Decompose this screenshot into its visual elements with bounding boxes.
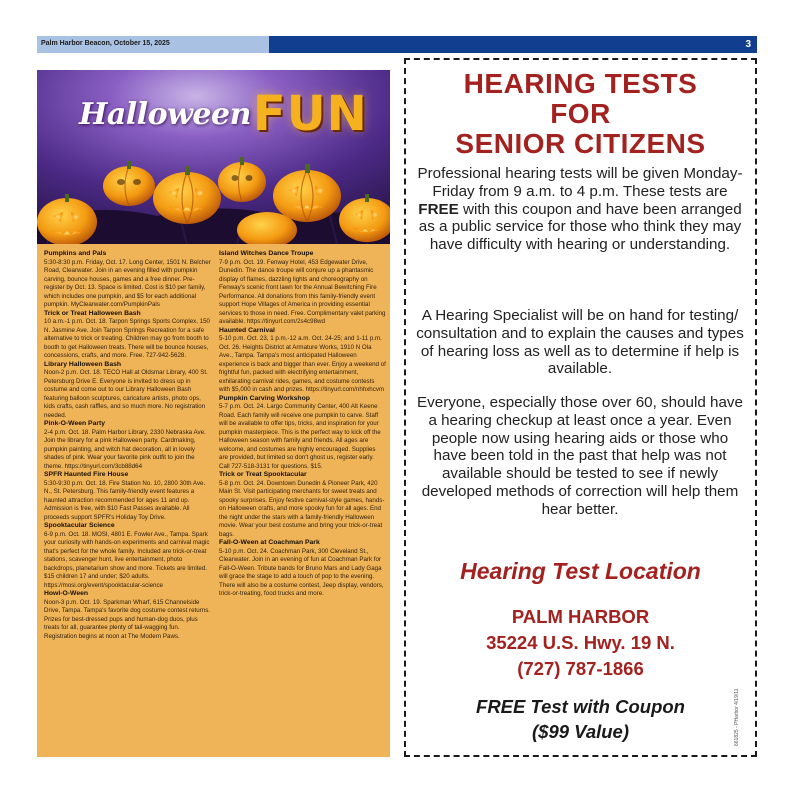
event-title: Library Halloween Bash [44, 360, 122, 368]
ad-code-text: 661825 - PHarbor 4/19/11 [734, 688, 740, 746]
halloween-script-word: Halloween [79, 96, 251, 132]
coupon-paragraph-1 [416, 165, 744, 254]
event-body: 10 a.m.-1 p.m. Oct. 18. Tarpon Springs Sports Complex, 150 N. Jasmine Ave. Join Tarpon Springs Recreation for a safe alternative to trick or treating. Children may go from booth to booth to get Halloween treats. There will be bounce houses, concessions, crafts, and more. Free. 727-942-5628. [44, 318, 210, 359]
event-body: 5-8 p.m. Oct. 24. Downtown Dunedin & Pioneer Park, 420 Main St. Visit participating merchants for sweet treats and spooky surprises. Enjoy festive carnival-style games, hands-on Halloween crafts, and more spooky fun for all ages. End the night under the stars with a family-friendly Halloween movie. Wear your best costume and bring your trick-or-treat bags. [219, 479, 385, 538]
event-body: 5-10 p.m. Oct. 23, 1 p.m.-12 a.m. Oct. 24-25; and 1-11 p.m. Oct. 26. Heights District at Armature Works, 1910 N Ola Ave., Tampa. Tampa's most anticipated Halloween experience is back and bigger than ever. Enjoy a weekend of frightful fun, packed with electrifying entertainment, exhilarating carnival rides, games, and costume contests with $5,000 in cash and prizes. https://tinyurl.com/nhhxhcvm [219, 335, 386, 393]
halloween-events-column [37, 70, 390, 757]
paragraph-text: Professional hearing tests will be given Monday-Friday from 9 a.m. to 4 p.m. These tests are [417, 165, 743, 200]
events-listing [44, 250, 387, 755]
event-title: Fall-O-Ween at Coachman Park [219, 539, 320, 546]
page-header [37, 36, 757, 53]
events-column-2 [219, 250, 386, 755]
events-column-1 [44, 250, 211, 755]
halloween-fun-title [79, 86, 368, 142]
coupon-paragraph-2: A Hearing Specialist will be on hand for testing/ consultation and to explain the causes and types of hearing loss as well as to determine if help is available. [416, 307, 744, 378]
headline-line-3: SENIOR CITIZENS [455, 128, 706, 159]
location-phone: (727) 787-1866 [517, 658, 644, 679]
headline-line-2: FOR [550, 98, 611, 129]
halloween-fun-illustration [37, 70, 390, 244]
coupon-paragraph-3: Everyone, especially those over 60, should have a hearing checkup at least once a year. Even people now using hearing aids or those who have been told in the past that help was not available should be tested to see if newly developed methods of correction will help them hear better. [417, 394, 743, 518]
value-line: ($99 Value) [532, 721, 629, 742]
event-body: 2-4 p.m. Oct. 18. Palm Harbor Library, 2330 Nebraska Ave. Join the library for a pink Halloween party. Cardmaking, pumpkin painting, and witch hat decoration, all in lovely shades of pink. Wear your favorite pink outfit to join the theme. https://tinyurl.com/3cb88d64 [44, 428, 206, 470]
free-test-line: FREE Test with Coupon [476, 696, 685, 717]
location-address: 35224 U.S. Hwy. 19 N. [486, 632, 675, 653]
event-title: Trick or Treat Spooktacular [219, 471, 307, 478]
event-title: Howl-O-Ween [44, 590, 89, 597]
fun-word: FUN [252, 86, 368, 142]
event-body: 6-9 p.m. Oct. 18. MOSI, 4801 E. Fowler Ave., Tampa. Spark your curiosity with hands-on experiments and carnival magic that's perfect for the whole family. Included are trick-or-treat stations, scavenger hunt, live entertainment, photo backdrops, planetarium show and more. Tickets are limited. $15 children 17 and under; $20 adults. https://mosi.org/event/spooktacular-science [44, 530, 210, 589]
ad-code [732, 680, 744, 748]
paragraph-text: with this coupon and have been arranged as a public service for those who think they may have difficulty with hearing or understanding. [418, 200, 742, 254]
event-title: Spooktacular Science [44, 522, 115, 529]
event-body: 7-9 p.m. Oct. 19. Fenway Hotel, 453 Edgewater Drive, Dunedin. The dance troupe will conjure up a phantasmic display of flames, dazzling lights and choreography on Fenway's scenic front lawn for the Annual Bewitching Fire Performance. All donations from this family-friendly event support Hope Villages of America in providing essential services to those in need. Free. Complimentary valet parking available. https://tinyurl.com/2s4c98wd [219, 258, 386, 325]
hearing-test-coupon [404, 58, 757, 757]
headline-line-1: HEARING TESTS [463, 68, 698, 99]
event-title: Island Witches Dance Troupe [219, 250, 314, 257]
free-emphasis: FREE [418, 200, 459, 218]
event-title: SPFR Haunted Fire House [44, 471, 129, 478]
coupon-headline [406, 69, 755, 159]
event-body: 5-7 p.m. Oct. 24. Largo Community Center, 400 Alt Keene Road. Each family will receive one pumpkin to carve. Staff will be available to offer tips, tricks, and inspiration for your pumpkin masterpiece. This is the perfect way to kick off the Halloween season with family and friends. All ages are welcome, and costumes are highly encouraged. Supplies are provided, but limited so don't ghost us, register early. Call 727-518-3131 for questions. $15. [219, 403, 381, 470]
page-number: 3 [269, 36, 757, 53]
event-body: Noon-2 p.m. Oct. 18. TECO Hall at Oldsmar Library, 400 St. Petersburg Drive E. Everyone is invited to dress up in costume and come out to our Library Halloween Bash featuring balloon sculptures, caricature artists, photo ops, kids crafts, cash raffles, and so much more. No registration needed. [44, 369, 208, 419]
event-title: Pumpkin Carving Workshop [219, 394, 310, 402]
event-title: Pumpkins and Pals [44, 250, 107, 257]
event-title: Pink-O-Ween Party [44, 420, 106, 427]
event-body: 5-10 p.m. Oct. 24. Coachman Park, 300 Cleveland St., Clearwater. Join in an evening of fun at Coachman Park for Fall-O-Ween. Tribute bands for Bruno Mars and Lady Gaga will grace the stage to add a touch of pop to the evening. There will also be a costume contest, Jeep display, vendors, trick-or-treating, food trucks and more. [219, 547, 384, 597]
event-title: Trick or Treat Halloween Bash [44, 309, 141, 317]
event-body: 5:30-9:30 p.m. Oct. 18. Fire Station No. 10, 2800 30th Ave. N., St. Petersburg. This family-friendly event features a haunted attraction recommended for ages 11 and up. Admission is free, with $10 Fast Passes available. All proceeds support SPFR's Holiday Toy Drive. [44, 479, 206, 521]
event-title: Haunted Carnival [219, 326, 275, 334]
event-body: Noon-3 p.m. Oct. 19. Sparkman Wharf, 615 Channelside Drive, Tampa. Tampa's favorite dog costume contest returns. Prizes for best-dressed pups and human-dog duos, plus treats for all, guarantee plenty of tail-wagging fun. Registration begins at noon at The Modern Paws. [44, 598, 211, 640]
event-body: 5:30-8:30 p.m. Friday, Oct. 17. Long Center, 1501 N. Belcher Road, Clearwater. Join in an evening filled with pumpkin carving, bounce houses, games and a free dinner. Pre-register by Oct. 13. Space is limited. Cost is $10 per family, which includes one pumpkin, and $5 for each additional pumpkin. MyClearwater.com/PumpkinPals [44, 258, 211, 308]
publication-dateline: Palm Harbor Beacon, October 15, 2025 [37, 36, 269, 53]
location-heading: Hearing Test Location [460, 558, 701, 584]
location-city: PALM HARBOR [511, 606, 650, 627]
